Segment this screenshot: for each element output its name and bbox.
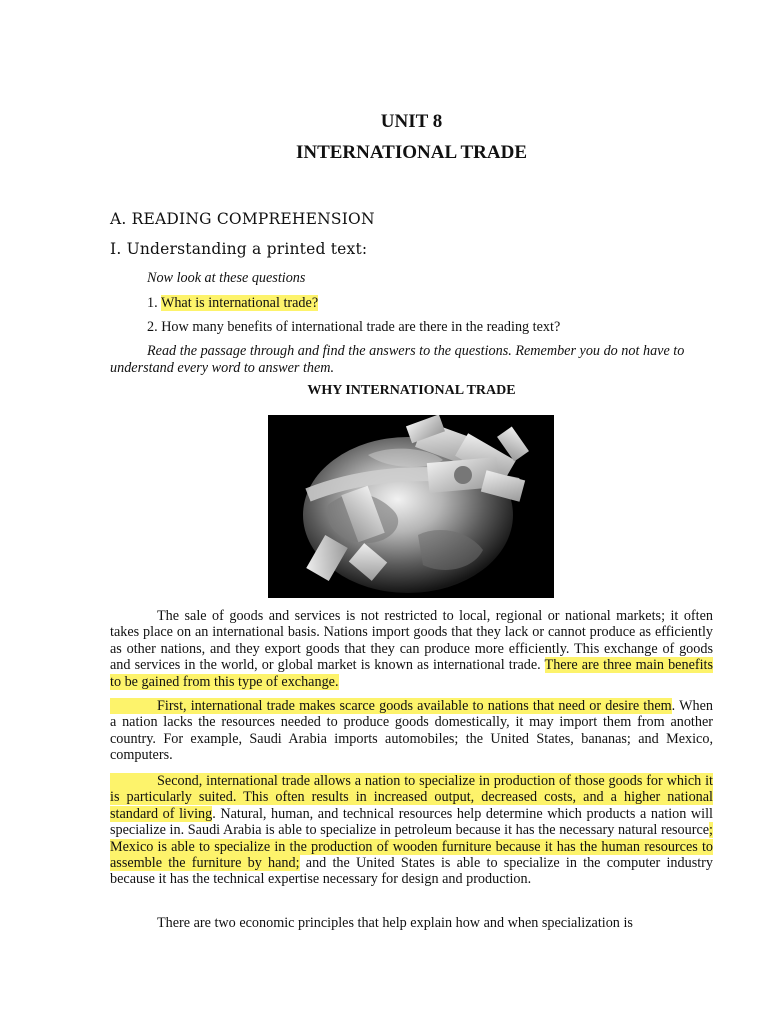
globe-with-dollar-bills-image — [268, 415, 554, 598]
questions-prompt: Now look at these questions — [147, 270, 306, 286]
question-1-text: What is international trade? — [160, 295, 319, 311]
question-2: 2. How many benefits of international trade are there in the reading text? — [147, 319, 561, 335]
paragraph-1-text: The sale of goods and services is not restricted to local, regional or national markets; it often takes place on an international basis. Nations import goods that they lack or cannot produce as efficiently as other nations, and they export goods that they can produce more efficiently. This exchange of goods and services in the world, or global market is known as international trade. — [110, 608, 713, 674]
paragraph-2-highlight: First, international trade makes scarce goods available to nations that need or desire them — [110, 698, 672, 714]
reading-title: WHY INTERNATIONAL TRADE — [307, 383, 516, 398]
paragraph-1-highlight: There are three main benefits to be gained from this type of exchange. — [110, 657, 713, 690]
paragraph-3 — [110, 773, 713, 888]
unit-title: INTERNATIONAL TRADE — [295, 142, 528, 163]
paragraph-3-text-2: and the United States is able to specialize in the computer industry because it has the technical expertise necessary for design and production. — [110, 855, 713, 888]
unit-number: UNIT 8 — [380, 111, 443, 132]
subsection-heading-understanding: I. Understanding a printed text: — [110, 240, 368, 258]
paragraph-3-text-1: . Natural, human, and technical resources help determine which products a nation will specialize in. Saudi Arabia is able to specialize in petroleum because it has the necessary natural resource — [110, 805, 713, 839]
paragraph-4 — [110, 915, 713, 931]
question-1-number: 1. — [147, 295, 158, 311]
instruction-text: Read the passage through and find the answers to the questions. Remember you do not have to understand every word to answer them. — [110, 343, 685, 376]
globe-money-image — [268, 415, 554, 598]
paragraph-2 — [110, 698, 713, 764]
paragraph-2-text: . When a nation lacks the resources needed to produce goods domestically, it may import them from another country. For example, Saudi Arabia imports automobiles; the United States, bananas; and Mexico, computers. — [110, 698, 713, 764]
section-heading-reading-comprehension: A. READING COMPREHENSION — [110, 210, 375, 228]
reading-instruction — [110, 343, 713, 377]
question-1 — [147, 295, 318, 312]
paragraph-3-highlight-1: Second, international trade allows a nation to specialize in production of those goods for which it is particularly suited. This often results in increased output, decreased costs, and a higher national standard of living — [110, 773, 713, 822]
paragraph-4-text: There are two economic principles that help explain how and when specialization is — [157, 915, 633, 931]
paragraph-1 — [110, 608, 713, 690]
paragraph-3-highlight-2: ; Mexico is able to specialize in the production of wooden furniture because it has the human resources to assemble the furniture by hand; — [110, 822, 713, 872]
